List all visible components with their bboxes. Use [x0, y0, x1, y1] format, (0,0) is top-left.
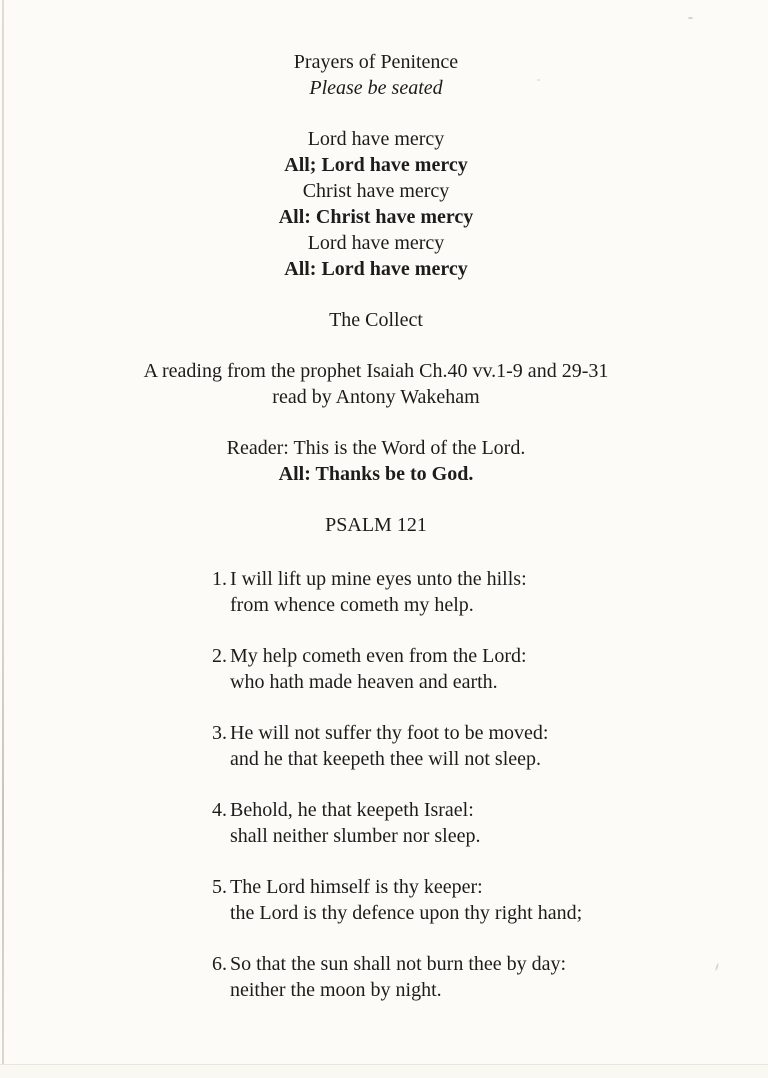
reading-reader: read by Antony Wakeham — [272, 386, 480, 408]
verse-line: I will lift up mine eyes unto the hills: — [230, 568, 527, 590]
verse-number: 4. — [212, 799, 227, 821]
kyrie-line-all: All: Lord have mercy — [284, 258, 468, 280]
psalm-verse-3 — [212, 720, 752, 772]
verse-number: 5. — [212, 876, 227, 898]
psalm-heading: PSALM 121 — [325, 514, 427, 536]
reading-response — [0, 435, 752, 487]
kyrie-line: Lord have mercy — [307, 128, 445, 150]
psalm-verse-4 — [212, 797, 752, 849]
verse-number: 1. — [212, 568, 227, 590]
kyrie-line-all: All: Christ have mercy — [278, 206, 474, 228]
verse-line: Behold, he that keepeth Israel: — [230, 799, 474, 821]
page-edge-bottom-line — [0, 1064, 768, 1065]
verse-line: My help cometh even from the Lord: — [230, 645, 527, 667]
kyrie-line: Lord have mercy — [307, 232, 445, 254]
verse-line: neither the moon by night. — [230, 979, 442, 1001]
reading-source: A reading from the prophet Isaiah Ch.40 vv.1-9 and 29-31 — [143, 360, 609, 382]
kyrie-line: Christ have mercy — [302, 180, 450, 202]
reader-versicle: Reader: This is the Word of the Lord. — [226, 437, 526, 459]
reading-announcement — [0, 358, 752, 410]
verse-line: The Lord himself is thy keeper: — [230, 876, 483, 898]
psalm-verse-1 — [212, 566, 752, 618]
all-response: All: Thanks be to God. — [278, 463, 474, 485]
kyrie-line-all: All; Lord have mercy — [284, 154, 468, 176]
verse-line: the Lord is thy defence upon thy right hand; — [230, 902, 583, 924]
verse-number: 3. — [212, 722, 227, 744]
verse-line: from whence cometh my help. — [230, 594, 474, 616]
verse-number: 2. — [212, 645, 227, 667]
verse-line: So that the sun shall not burn thee by day: — [230, 953, 567, 975]
psalm-verses — [212, 566, 752, 1003]
psalm-verse-5 — [212, 874, 752, 926]
rubric-please-be-seated: Please be seated — [309, 77, 443, 99]
psalm-verse-2 — [212, 643, 752, 695]
section-header — [0, 49, 752, 101]
page-edge-bottom-strip — [0, 1065, 768, 1078]
psalm-verse-6 — [212, 951, 752, 1003]
verse-line: and he that keepeth thee will not sleep. — [230, 748, 542, 770]
verse-number: 6. — [212, 953, 227, 975]
collect-heading: The Collect — [329, 309, 423, 331]
section-title: Prayers of Penitence — [293, 51, 459, 73]
verse-line: He will not suffer thy foot to be moved: — [230, 722, 549, 744]
verse-line: shall neither slumber nor sleep. — [230, 825, 481, 847]
verse-line: who hath made heaven and earth. — [230, 671, 498, 693]
